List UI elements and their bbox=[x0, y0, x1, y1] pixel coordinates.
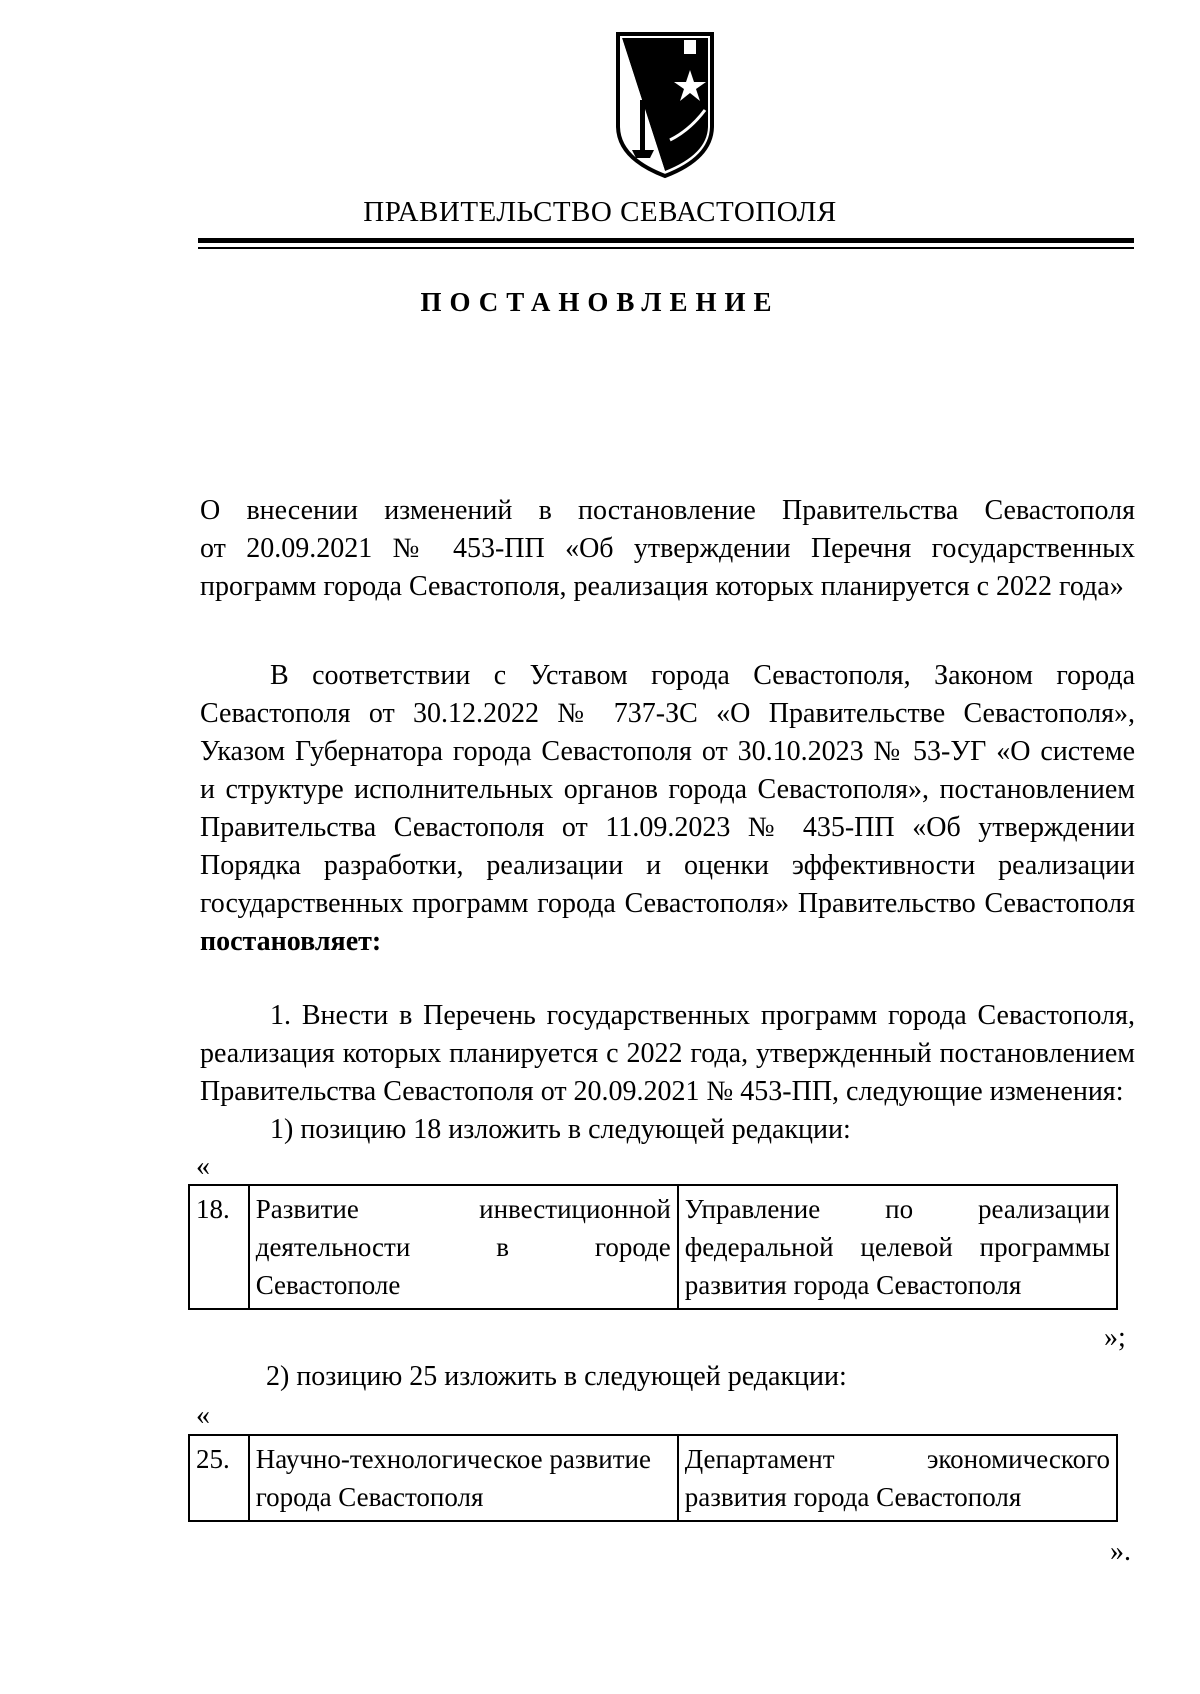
preamble-line: В соответствии с Уставом города Севастополя, Законом города bbox=[270, 660, 1135, 691]
preamble-line: Указом Губернатора города Севастополя от 30.10.2023 № 53-УГ «О системе bbox=[200, 736, 1135, 767]
position-18-table bbox=[188, 1184, 1118, 1310]
preamble-line: Севастополя от 30.12.2022 № 737-ЗС «О Правительстве Севастополя», bbox=[200, 698, 1135, 729]
open-quote: « bbox=[196, 1151, 210, 1182]
table-row bbox=[189, 1185, 1117, 1309]
organization-name: ПРАВИТЕЛЬСТВО СЕВАСТОПОЛЯ bbox=[363, 196, 837, 228]
header-rule-thin bbox=[198, 247, 1134, 249]
program-name-cell bbox=[249, 1185, 678, 1309]
position-number: 25. bbox=[189, 1435, 249, 1521]
position-number: 18. bbox=[189, 1185, 249, 1309]
position-25-table bbox=[188, 1434, 1118, 1522]
executor-line: развития города Севастополя bbox=[684, 1270, 1022, 1300]
preamble-line: государственных программ города Севастополя» Правительство Севастополя bbox=[200, 888, 1135, 919]
close-quote: »; bbox=[1104, 1322, 1126, 1353]
program-line: деятельности в городе bbox=[255, 1232, 671, 1262]
title-line: программ города Севастополя, реализация которых планируется с 2022 года» bbox=[200, 571, 1124, 602]
executor-cell bbox=[678, 1435, 1117, 1521]
subitem-1: 1) позицию 18 изложить в следующей редакции: bbox=[270, 1114, 851, 1145]
open-quote: « bbox=[196, 1400, 210, 1431]
program-line: Развитие инвестиционной bbox=[255, 1194, 671, 1224]
sevastopol-coat-of-arms-icon bbox=[610, 30, 720, 180]
program-line: Научно-технологическое развитие bbox=[255, 1444, 651, 1474]
subitem-2: 2) позицию 25 изложить в следующей редакции: bbox=[266, 1361, 847, 1392]
executor-line: федеральной целевой программы bbox=[684, 1232, 1110, 1262]
executor-line: Управление по реализации bbox=[684, 1194, 1110, 1224]
item-line: 1. Внести в Перечень государственных программ города Севастополя, bbox=[270, 1000, 1135, 1031]
item-line: Правительства Севастополя от 20.09.2021 № 453-ПП, следующие изменения: bbox=[200, 1076, 1124, 1107]
title-line: от 20.09.2021 № 453-ПП «Об утверждении Перечня государственных bbox=[200, 533, 1135, 564]
preamble-line: и структуре исполнительных органов города Севастополя», постановлением bbox=[200, 774, 1135, 805]
close-quote: ». bbox=[1110, 1536, 1131, 1567]
table-row bbox=[189, 1435, 1117, 1521]
program-name-cell bbox=[249, 1435, 678, 1521]
preamble-line: Порядка разработки, реализации и оценки эффективности реализации bbox=[200, 850, 1135, 881]
resolves-word: постановляет: bbox=[200, 926, 382, 957]
title-line: О внесении изменений в постановление Правительства Севастополя bbox=[200, 495, 1135, 526]
executor-line: развития города Севастополя bbox=[684, 1482, 1022, 1512]
executor-cell bbox=[678, 1185, 1117, 1309]
document-type: ПОСТАНОВЛЕНИЕ bbox=[420, 287, 780, 317]
program-line: города Севастополя bbox=[255, 1482, 484, 1512]
item-line: реализация которых планируется с 2022 года, утвержденный постановлением bbox=[200, 1038, 1135, 1069]
program-line: Севастополе bbox=[255, 1270, 401, 1300]
preamble-line: Правительства Севастополя от 11.09.2023 № 435-ПП «Об утверждении bbox=[200, 812, 1135, 843]
executor-line: Департамент экономического bbox=[684, 1444, 1110, 1474]
header-rule-thick bbox=[198, 238, 1134, 243]
